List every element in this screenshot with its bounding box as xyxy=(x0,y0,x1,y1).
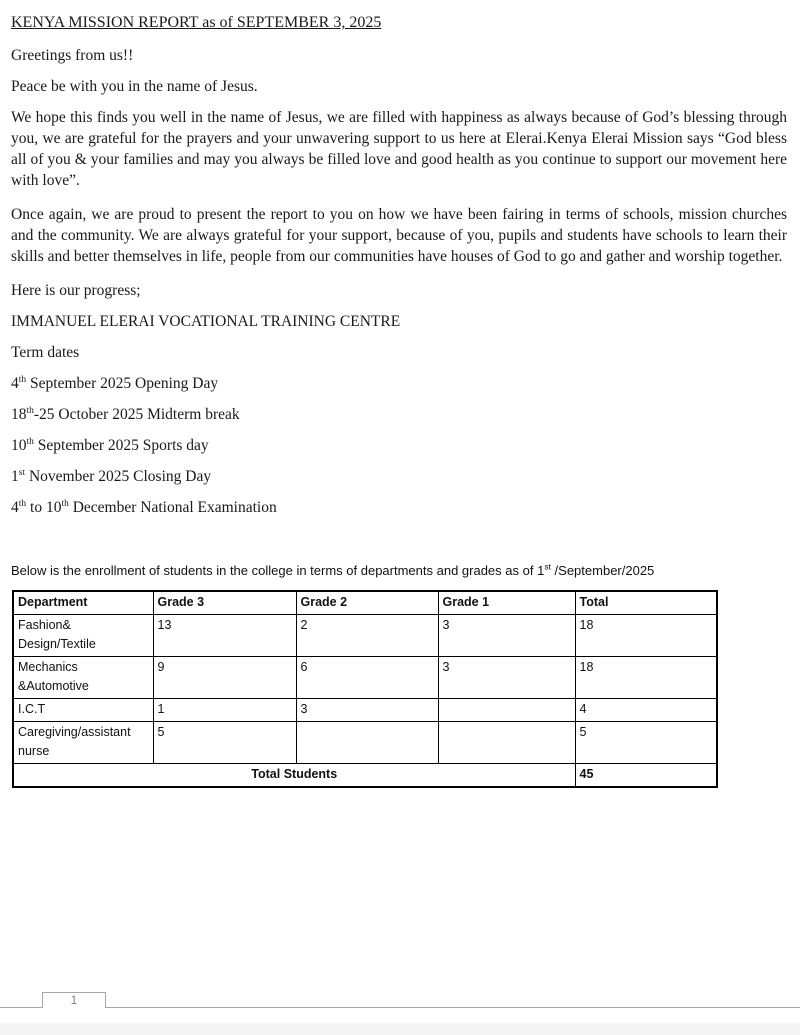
term-date-text: 18 xyxy=(11,406,27,423)
page-number-tab xyxy=(42,992,106,1008)
department-line1: Caregiving/assistant xyxy=(18,725,131,739)
term-date-opening-day xyxy=(11,373,787,394)
term-date-text: to 10 xyxy=(26,499,62,516)
department-line1: Mechanics xyxy=(18,660,78,674)
column-header-grade3: Grade 3 xyxy=(153,591,296,615)
cell-grade1 xyxy=(438,722,575,764)
enrollment-intro xyxy=(11,562,787,579)
paragraph-report: Once again, we are proud to present the report to you on how we have been fairing in terms of schools, mission churches and the community. We are always grateful for your support, because of you, pupils and students have schools to learn their skills and better themselves in life, people from our communities have houses of God to go and gather and worship together. xyxy=(11,206,787,265)
cell-grade2: 6 xyxy=(296,657,438,699)
column-header-department: Department xyxy=(13,591,153,615)
ordinal-suffix: th xyxy=(18,498,27,509)
column-header-grade1: Grade 1 xyxy=(438,591,575,615)
term-date-text: -25 October 2025 Midterm break xyxy=(33,406,240,423)
paragraph-hope: We hope this finds you well in the name of Jesus, we are filled with happiness as always because of God’s blessing through you, we are grateful for the prayers and your unwavering support to us here at Elerai.Kenya Elerai Mission says “God bless all of you & your families and may you always be filled love and good health as you continue to support our movement here with love”. xyxy=(11,109,787,189)
cell-grade2: 3 xyxy=(296,699,438,722)
cell-total: 5 xyxy=(575,722,717,764)
cell-grade3: 1 xyxy=(153,699,296,722)
ordinal-suffix: th xyxy=(18,374,27,385)
department-line2: &Automotive xyxy=(18,679,89,693)
column-header-grade2: Grade 2 xyxy=(296,591,438,615)
cell-department xyxy=(13,657,153,699)
ordinal-suffix: st xyxy=(544,561,551,572)
ordinal-suffix: th xyxy=(61,498,69,509)
page-number: 1 xyxy=(70,993,78,1007)
term-date-text: November 2025 Closing Day xyxy=(25,468,212,485)
table-row xyxy=(13,657,717,699)
term-dates-heading: Term dates xyxy=(11,344,80,361)
column-header-total: Total xyxy=(575,591,717,615)
page-bottom-edge xyxy=(0,1023,800,1035)
ordinal-suffix: th xyxy=(26,405,34,416)
table-row xyxy=(13,722,717,764)
cell-grade1: 3 xyxy=(438,615,575,657)
term-date-text: 10 xyxy=(11,437,27,454)
term-date-closing-day xyxy=(11,466,787,487)
paragraph-peace: Peace be with you in the name of Jesus. xyxy=(11,78,258,95)
table-total-row xyxy=(13,764,717,788)
cell-department xyxy=(13,722,153,764)
cell-grade1: 3 xyxy=(438,657,575,699)
cell-grade1 xyxy=(438,699,575,722)
footer-divider-left xyxy=(0,1007,42,1008)
footer-divider-right xyxy=(106,1007,800,1008)
total-students-label: Total Students xyxy=(13,764,575,788)
cell-grade3: 5 xyxy=(153,722,296,764)
cell-total: 4 xyxy=(575,699,717,722)
table-header-row xyxy=(13,591,717,615)
paragraph-greeting: Greetings from us!! xyxy=(11,47,134,64)
cell-grade2: 2 xyxy=(296,615,438,657)
cell-department xyxy=(13,615,153,657)
cell-grade3: 13 xyxy=(153,615,296,657)
cell-total: 18 xyxy=(575,657,717,699)
total-students-value: 45 xyxy=(575,764,717,788)
table-row xyxy=(13,699,717,722)
enrollment-intro-text: /September/2025 xyxy=(550,563,655,578)
term-date-text: September 2025 Opening Day xyxy=(26,375,219,392)
department-line2: nurse xyxy=(18,744,50,758)
term-date-text: 4 xyxy=(11,499,19,516)
department-line2: Design/Textile xyxy=(18,637,96,651)
term-date-text: September 2025 Sports day xyxy=(33,437,209,454)
cell-total: 18 xyxy=(575,615,717,657)
term-date-national-examination xyxy=(11,497,787,518)
term-date-midterm-break xyxy=(11,404,787,425)
document-title: KENYA MISSION REPORT as of SEPTEMBER 3, 2025 xyxy=(11,14,382,31)
table-row xyxy=(13,615,717,657)
cell-department: I.C.T xyxy=(13,699,153,722)
cell-grade2 xyxy=(296,722,438,764)
paragraph-progress: Here is our progress; xyxy=(11,282,141,299)
ordinal-suffix: th xyxy=(26,436,34,447)
ordinal-suffix: st xyxy=(18,467,26,478)
term-date-sports-day xyxy=(11,435,787,456)
centre-heading: IMMANUEL ELERAI VOCATIONAL TRAINING CENTRE xyxy=(11,313,401,330)
term-date-text: 4 xyxy=(11,375,19,392)
department-line1: Fashion& xyxy=(18,618,71,632)
cell-grade3: 9 xyxy=(153,657,296,699)
enrollment-table xyxy=(12,590,718,788)
enrollment-intro-text: Below is the enrollment of students in the college in terms of departments and grades as of 1 xyxy=(11,563,545,578)
term-date-text: December National Examination xyxy=(68,499,277,516)
term-date-text: 1 xyxy=(11,468,19,485)
